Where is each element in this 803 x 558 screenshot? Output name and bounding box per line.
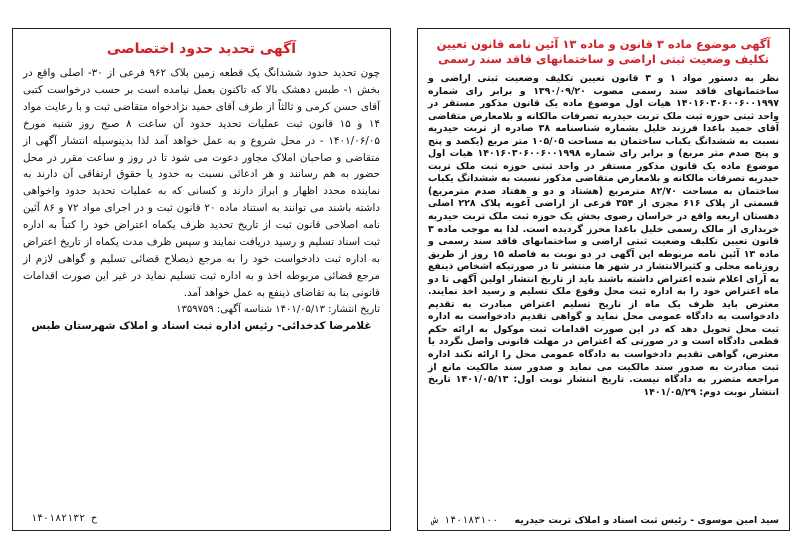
notice-title: آگهی موضوع ماده ۳ قانون و ماده ۱۳ آئین نامه قانون تعیین تکلیف وضعیت ثبتی اراضی و ساختمانهای فاقد سند رسمی <box>436 37 771 66</box>
publication-date-line: تاریخ انتشار: ۱۴۰۱/۰۵/۱۳ شناسه آگهی: ۱۳۵۹۷۵۹ <box>176 303 380 315</box>
notice-body: نظر به دستور مواد ۱ و ۳ قانون تعیین تکلیف وضعیت ثبتی اراضی و ساختمانهای فاقد سند رسمی مصوب ۱۳۹۰/۰۹/۲۰ و برابر رای شماره ۱۴۰۱۶۰۳۰۶۰۰۶۰۰۱۹۹۷ هیات اول موضوع ماده یک قانون مذکور مستقر در واحد ثبتی حوزه ثبت ملک تربت حیدریه تصرفات مالکانه و بلامعارض متقاضی آقای حمید باغدا فرزند خلیل بشماره شناسنامه ۳۸ صادره از تربت حیدریه نسبت به ششدانگ یکباب ساختمان به مساحت ۱۰۵/۰۵ متر مربع (یکصد و پنج و پنج صدم متر مربع) و برابر رای شماره ۱۴۰۱۶۰۳۰۶۰۰۶۰۰۱۹۹۸ هیات اول موضوع ماده یک قانون مذکور مستقر در واحد ثبتی حوزه ثبت ملک تربت حیدریه تصرفات مالکانه و بلامعارض متقاضی مذکور نسبت به ششدانگ یکباب ساختمان به مساحت ۸۲/۷۰ مترمربع (هشتاد و دو و هفتاد صدم مترمربع) قسمتی از پلاک ۶۱۶ مجزی از ۳۵۴ فرعی از اراضی آغویه پلاک ۲۲۸ اصلی دهستان اربعه واقع در خراسان رضوی بخش یک حوزه ثبت ملک تربت حیدریه خریداری از مالک رسمی خلیل باغدا محرز گردیده است. لذا به موجب ماده ۳ قانون تعیین تکلیف وضعیت ثبتی اراضی و ساختمانهای فاقد سند رسمی و ماده ۱۳ آئین نامه مربوطه این آگهی در دو نوبت به فاصله ۱۵ روز از طریق روزنامه محلی و کثیرالانتشار در شهر ها منتشر تا در صورتیکه اشخاص ذینفع به آرای اعلام شده اعتراض داشته باشند باید از تاریخ انتشار اولین آگهی تا دو ماه اعتراض خود را به اداره ثبت محل وقوع ملک تسلیم و رسید اخذ نمایند. معترض باید ظرف یک ماه از تاریخ تسلیم اعتراض مبادرت به تقدیم دادخواست به دادگاه عمومی محل نماید و گواهی تقدیم دادخواست به اداره ثبت محل تحویل دهد که در این صورت اقدامات ثبت موکول به ارائه حکم قطعی دادگاه است و در صورتی که اعتراض در مهلت قانونی واصل نگردد یا معترض، گواهی تقدیم دادخواست به دادگاه عمومی محل را ارائه نکند اداره ثبت مبادرت به صدور سند مالکیت می نماید و صدور سند مالکیت مانع از مراجعه متضرر به دادگاه نیست. تاریخ انتشار نوبت اول: ۱۴۰۱/۰۵/۱۳ تاریخ انتشار نوبت دوم: ۱۴۰۱/۰۵/۲۹ <box>428 73 780 398</box>
notice-signer: سید امین موسوی - رئیس ثبت اسناد و املاک تربت حیدریه <box>514 515 779 526</box>
notice-body: چون تحدید حدود ششدانگ یک قطعه زمین بلاک ۹۶۲ فرعی از ۳۰- اصلی واقع در بخش ۱- طبس دهشک بالا که تاکنون بعمل نیامده است بر حسب درخواست کتبی آقای حسن کرمی و ثالثاً از طرف آقای حمید نژادخواه متقاضی ثبت و با رعایت مواد ۱۴ و ۱۵ قانون ثبت عملیات تحدید حدود آن ساعت ۸ صبح روز شنبه مورخ ۱۴۰۱/۰۶/۰۵ - در محل شروع و به عمل خواهد آمد لذا بدینوسیله انتشار آگهی از متقاضی و صاحبان املاک مجاور دعوت می شود تا در روز و ساعت مقرر در محل حضور به هم رسانند و هر ادعائی نسبت به حدود یا حقوق ارتفاقی آن دارند به نماینده محدد اظهار و ابراز دارند و کسانی که به عملیات تحدید حدود واخواهی داشته باشند می توانند به استناد ماده ۲۰ قانون ثبت و در اجرای مواد ۷۲ و ۸۶ آئین نامه اصلاحی قانون ثبت از تاریخ تحدید ظرف یکماه اعتراض خود را کتباً به اداره ثبت اسناد تسلیم و رسید دریافت نمایند و سپس ظرف مدت یکماه از تاریخ اعتراض به اداره ثبت دادخواست خود را به مرجع ذیصلاح قضائی تسلیم و گواهی لازم از مرجع قضائی مربوطه اخذ و به اداره ثبت تسلیم نماید در غیر این صورت اقدامات قانونی بنا به تقاضای ذینفع به عمل خواهد آمد. <box>23 67 381 299</box>
notice-box-land-status <box>417 28 790 531</box>
notice-reference-number: ۱۴۰۱۸۳۱۰۰ ش <box>432 515 499 526</box>
notice-reference-number: ۱۴۰۱۸۲۱۳۲ ح <box>31 513 98 524</box>
notice-title: آگهی تحدید حدود اختصاصی <box>106 41 297 57</box>
notice-signer: غلامرضا کدخدائی- رئیس اداره ثبت اسناد و املاک شهرستان طبس <box>31 319 372 332</box>
notice-box-boundary-demarcation <box>12 28 391 531</box>
